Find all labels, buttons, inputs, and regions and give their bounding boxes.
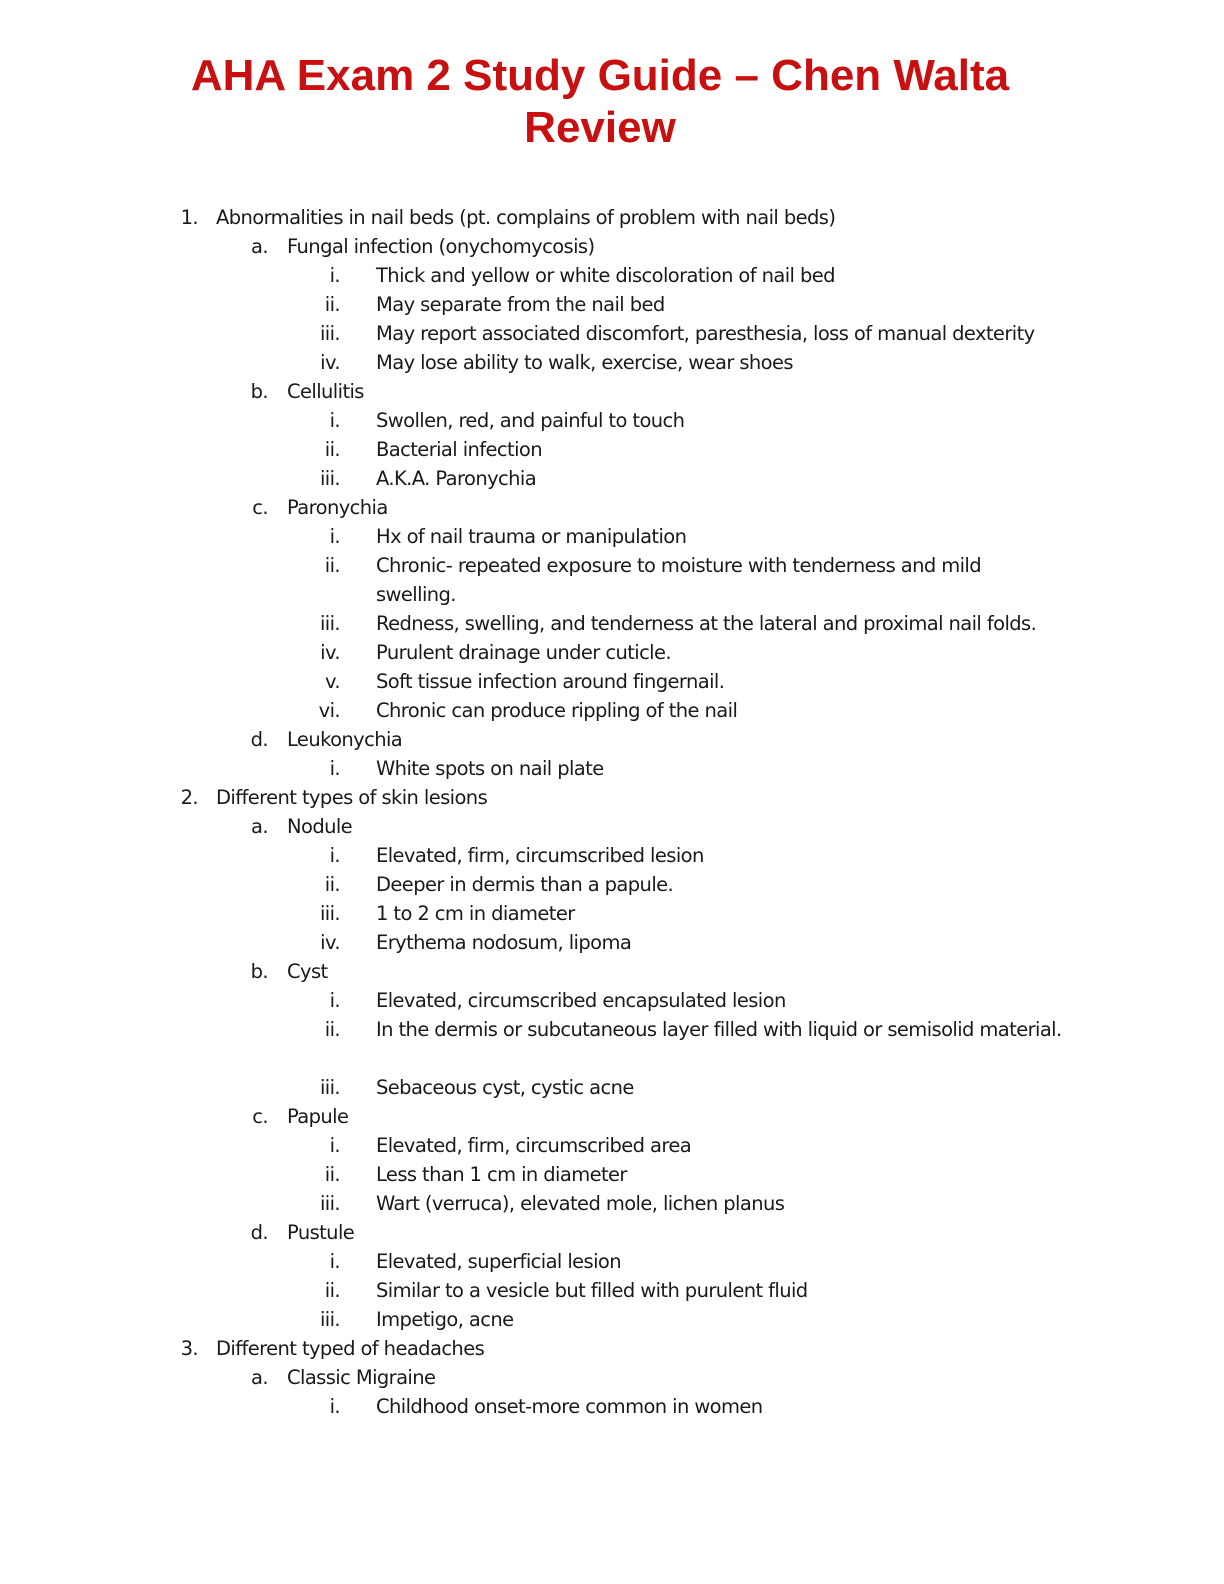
list-item-text: Purulent drainage under cuticle.: [376, 641, 671, 664]
list-item-text: Papule: [287, 1105, 349, 1128]
list-marker: c.: [252, 1105, 268, 1128]
outline-item-level-3: [0, 1015, 1224, 1073]
outline-item-level-1: [0, 1334, 1224, 1363]
list-item-text: Classic Migraine: [287, 1366, 436, 1389]
list-marker: iii.: [319, 467, 340, 490]
list-item-text: Less than 1 cm in diameter: [376, 1163, 627, 1186]
outline-item-level-3: [0, 638, 1224, 667]
list-marker: iii.: [319, 902, 340, 925]
list-item-text: Abnormalities in nail beds (pt. complains of problem with nail beds): [216, 206, 836, 229]
outline-item-level-3: [0, 1392, 1224, 1421]
list-marker: d.: [250, 728, 268, 751]
list-marker: iv.: [320, 931, 340, 954]
list-item-text: Elevated, superficial lesion: [376, 1250, 622, 1273]
list-marker: iv.: [320, 351, 340, 374]
list-marker: 1.: [180, 206, 198, 229]
outline-item-level-2: [0, 493, 1224, 522]
list-item-text: Cellulitis: [287, 380, 364, 403]
list-item-text: White spots on nail plate: [376, 757, 604, 780]
outline-item-level-3: [0, 841, 1224, 870]
list-marker: i.: [329, 1395, 340, 1418]
list-marker: iii.: [319, 322, 340, 345]
list-item-text: Paronychia: [287, 496, 388, 519]
outline-item-level-1: [0, 783, 1224, 812]
outline-item-level-3: [0, 261, 1224, 290]
list-item-text: Chronic- repeated exposure to moisture with tenderness and mild swelling.: [376, 554, 982, 606]
list-item-text: A.K.A. Paronychia: [376, 467, 537, 490]
outline-item-level-3: [0, 1247, 1224, 1276]
list-item-text: Elevated, firm, circumscribed area: [376, 1134, 692, 1157]
outline-item-level-3: [0, 899, 1224, 928]
list-item-text: Impetigo, acne: [376, 1308, 514, 1331]
outline-item-level-3: [0, 464, 1224, 493]
list-item-text: Wart (verruca), elevated mole, lichen planus: [376, 1192, 785, 1215]
list-marker: a.: [251, 1366, 268, 1389]
list-item-text: Leukonychia: [287, 728, 403, 751]
list-marker: c.: [252, 496, 268, 519]
list-item-text: Redness, swelling, and tenderness at the lateral and proximal nail folds.: [376, 612, 1037, 635]
list-item-text: Different types of skin lesions: [216, 786, 488, 809]
list-marker: i.: [329, 1134, 340, 1157]
outline-item-level-2: [0, 1218, 1224, 1247]
outline-item-level-3: [0, 406, 1224, 435]
list-item-text: May separate from the nail bed: [376, 293, 665, 316]
list-marker: iii.: [319, 1192, 340, 1215]
outline-item-level-3: [0, 696, 1224, 725]
list-item-text: Similar to a vesicle but filled with purulent fluid: [376, 1279, 808, 1302]
list-marker: v.: [324, 670, 340, 693]
list-marker: a.: [251, 235, 268, 258]
list-marker: ii.: [324, 1018, 340, 1041]
list-marker: i.: [329, 409, 340, 432]
list-marker: b.: [250, 960, 268, 983]
list-item-text: Childhood onset-more common in women: [376, 1395, 763, 1418]
outline-item-level-3: [0, 928, 1224, 957]
list-marker: iv.: [320, 641, 340, 664]
list-marker: ii.: [324, 554, 340, 577]
list-item-text: Fungal infection (onychomycosis): [287, 235, 595, 258]
list-item-text: Swollen, red, and painful to touch: [376, 409, 685, 432]
list-marker: ii.: [324, 438, 340, 461]
outline-item-level-3: [0, 1131, 1224, 1160]
list-item-text: Sebaceous cyst, cystic acne: [376, 1076, 634, 1099]
outline-item-level-3: [0, 435, 1224, 464]
list-item-text: Erythema nodosum, lipoma: [376, 931, 632, 954]
list-marker: i.: [329, 989, 340, 1012]
document-title: [100, 50, 1100, 154]
list-item-text: May lose ability to walk, exercise, wear shoes: [376, 351, 793, 374]
list-marker: iii.: [319, 1076, 340, 1099]
study-guide-outline: [0, 203, 1224, 1421]
title-line-2: Review: [524, 103, 676, 152]
list-marker: ii.: [324, 293, 340, 316]
list-marker: iii.: [319, 1308, 340, 1331]
list-marker: iii.: [319, 612, 340, 635]
outline-item-level-3: [0, 290, 1224, 319]
list-item-text: In the dermis or subcutaneous layer filled with liquid or semisolid material.: [376, 1018, 1062, 1041]
outline-item-level-3: [0, 986, 1224, 1015]
list-item-text: Elevated, circumscribed encapsulated lesion: [376, 989, 786, 1012]
list-marker: i.: [329, 264, 340, 287]
outline-item-level-3: [0, 319, 1224, 348]
outline-item-level-3: [0, 667, 1224, 696]
outline-item-level-2: [0, 377, 1224, 406]
list-marker: i.: [329, 525, 340, 548]
outline-item-level-3: [0, 1160, 1224, 1189]
outline-item-level-2: [0, 957, 1224, 986]
outline-item-level-3: [0, 1189, 1224, 1218]
list-marker: b.: [250, 380, 268, 403]
list-marker: i.: [329, 757, 340, 780]
list-item-text: Pustule: [287, 1221, 355, 1244]
list-marker: 3.: [180, 1337, 198, 1360]
list-marker: ii.: [324, 873, 340, 896]
list-item-text: Chronic can produce rippling of the nail: [376, 699, 738, 722]
list-marker: i.: [329, 844, 340, 867]
list-item-text: Elevated, firm, circumscribed lesion: [376, 844, 704, 867]
list-item-text: Cyst: [287, 960, 328, 983]
outline-item-level-3: [0, 1305, 1224, 1334]
list-marker: i.: [329, 1250, 340, 1273]
list-item-text: Different typed of headaches: [216, 1337, 485, 1360]
outline-item-level-2: [0, 1102, 1224, 1131]
list-marker: ii.: [324, 1163, 340, 1186]
outline-item-level-1: [0, 203, 1224, 232]
outline-item-level-3: [0, 1276, 1224, 1305]
list-marker: vi.: [318, 699, 340, 722]
list-item-text: Nodule: [287, 815, 353, 838]
outline-item-level-3: [0, 870, 1224, 899]
outline-item-level-2: [0, 812, 1224, 841]
list-item-text: Soft tissue infection around fingernail.: [376, 670, 725, 693]
list-item-text: May report associated discomfort, paresthesia, loss of manual dexterity: [376, 322, 1035, 345]
list-item-text: Thick and yellow or white discoloration of nail bed: [376, 264, 835, 287]
list-marker: a.: [251, 815, 268, 838]
list-marker: ii.: [324, 1279, 340, 1302]
outline-item-level-3: [0, 348, 1224, 377]
list-item-text: Deeper in dermis than a papule.: [376, 873, 674, 896]
list-item-text: Hx of nail trauma or manipulation: [376, 525, 687, 548]
list-item-text: 1 to 2 cm in diameter: [376, 902, 575, 925]
outline-item-level-2: [0, 725, 1224, 754]
outline-item-level-3: [0, 609, 1224, 638]
list-item-text: Bacterial infection: [376, 438, 543, 461]
outline-item-level-3: [0, 551, 1224, 609]
outline-item-level-2: [0, 232, 1224, 261]
outline-item-level-2: [0, 1363, 1224, 1392]
outline-item-level-3: [0, 522, 1224, 551]
outline-item-level-3: [0, 754, 1224, 783]
list-marker: 2.: [180, 786, 198, 809]
title-line-1: AHA Exam 2 Study Guide – Chen Walta: [190, 51, 1010, 100]
list-marker: d.: [250, 1221, 268, 1244]
outline-item-level-3: [0, 1073, 1224, 1102]
